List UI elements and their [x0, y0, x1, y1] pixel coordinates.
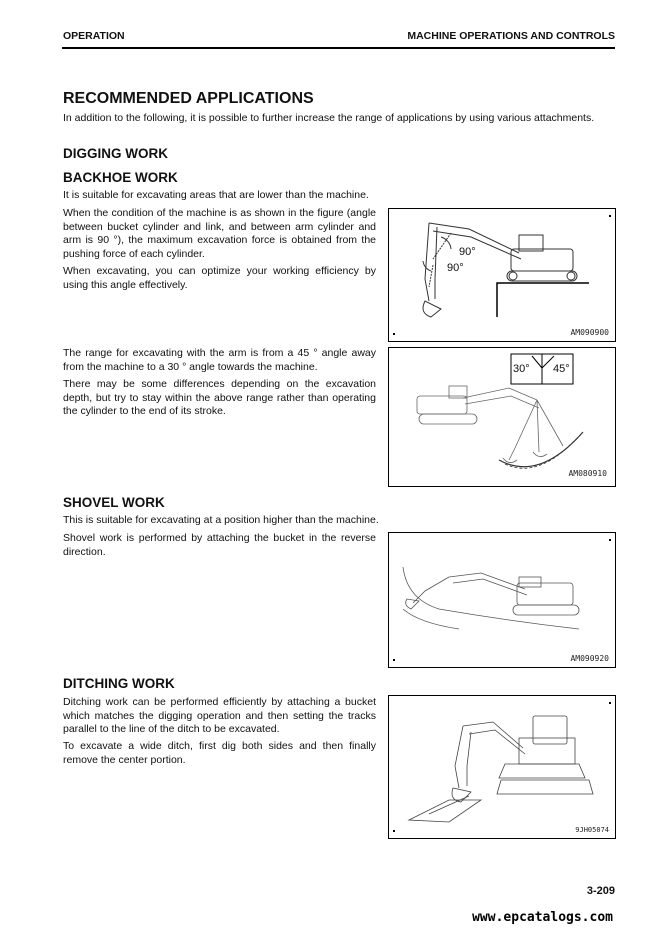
registration-mark [609, 215, 611, 217]
watermark: www.epcatalogs.com [472, 910, 613, 925]
registration-mark [393, 659, 395, 661]
arm-range-illustration [389, 348, 615, 486]
angle-label-towards: 30° [513, 363, 530, 375]
backhoe-heading: BACKHOE WORK [63, 170, 178, 185]
figure-code: AM080910 [568, 469, 607, 478]
ditching-illustration [389, 696, 615, 838]
angle-label-upper: 90° [459, 246, 476, 258]
header-rule [62, 47, 615, 49]
registration-mark [393, 333, 395, 335]
figure-arm-range [388, 347, 616, 487]
figure-shovel-work [388, 532, 616, 668]
header-chapter: MACHINE OPERATIONS AND CONTROLS [407, 30, 615, 42]
figure-code: AM090920 [570, 654, 609, 663]
shovel-heading: SHOVEL WORK [63, 495, 165, 510]
angle-label-away: 45° [553, 363, 570, 375]
header-section: OPERATION [63, 30, 125, 42]
backhoe-p2: When the condition of the machine is as shown in the figure (angle between bucket cylinder and link, and between arm cylinder and arm is 90 °), the maximum excavation force is obtained from the pushing force of each cylinder. [63, 207, 376, 260]
angle-label-lower: 90° [447, 262, 464, 274]
page-title: RECOMMENDED APPLICATIONS [63, 90, 314, 107]
backhoe-p4: The range for excavating with the arm is from a 45 ° angle away from the machine to a 30 ° angle towards the machine. [63, 347, 376, 373]
backhoe-p5: There may be some differences depending on the excavation depth, but try to stay within the above range rather than operating the cylinder to the end of its stroke. [63, 378, 376, 417]
figure-ditching-work [388, 695, 616, 839]
backhoe-p1: It is suitable for excavating areas that are lower than the machine. [63, 189, 369, 201]
ditching-p2: To excavate a wide ditch, first dig both sides and then finally remove the center portion. [63, 740, 376, 766]
intro-paragraph: In addition to the following, it is possible to further increase the range of applications by using various attachments. [63, 112, 595, 124]
registration-mark [393, 830, 395, 832]
backhoe-angle-illustration [389, 209, 615, 341]
shovel-p2: Shovel work is performed by attaching the bucket in the reverse direction. [63, 532, 376, 558]
page-number: 3-209 [586, 885, 615, 897]
shovel-p1: This is suitable for excavating at a position higher than the machine. [63, 514, 379, 526]
ditching-heading: DITCHING WORK [63, 676, 175, 691]
figure-code: 9JH05074 [575, 826, 609, 834]
registration-mark [609, 539, 611, 541]
shovel-illustration [389, 533, 615, 667]
backhoe-p3: When excavating, you can optimize your working efficiency by using this angle effectively. [63, 265, 376, 291]
figure-code: AM090900 [570, 328, 609, 337]
digging-heading: DIGGING WORK [63, 146, 168, 161]
registration-mark [609, 702, 611, 704]
ditching-p1: Ditching work can be performed efficiently by attaching a bucket which matches the digging operation and then setting the tracks parallel to the line of the ditch to be excavated. [63, 696, 376, 735]
figure-backhoe-angles [388, 208, 616, 342]
